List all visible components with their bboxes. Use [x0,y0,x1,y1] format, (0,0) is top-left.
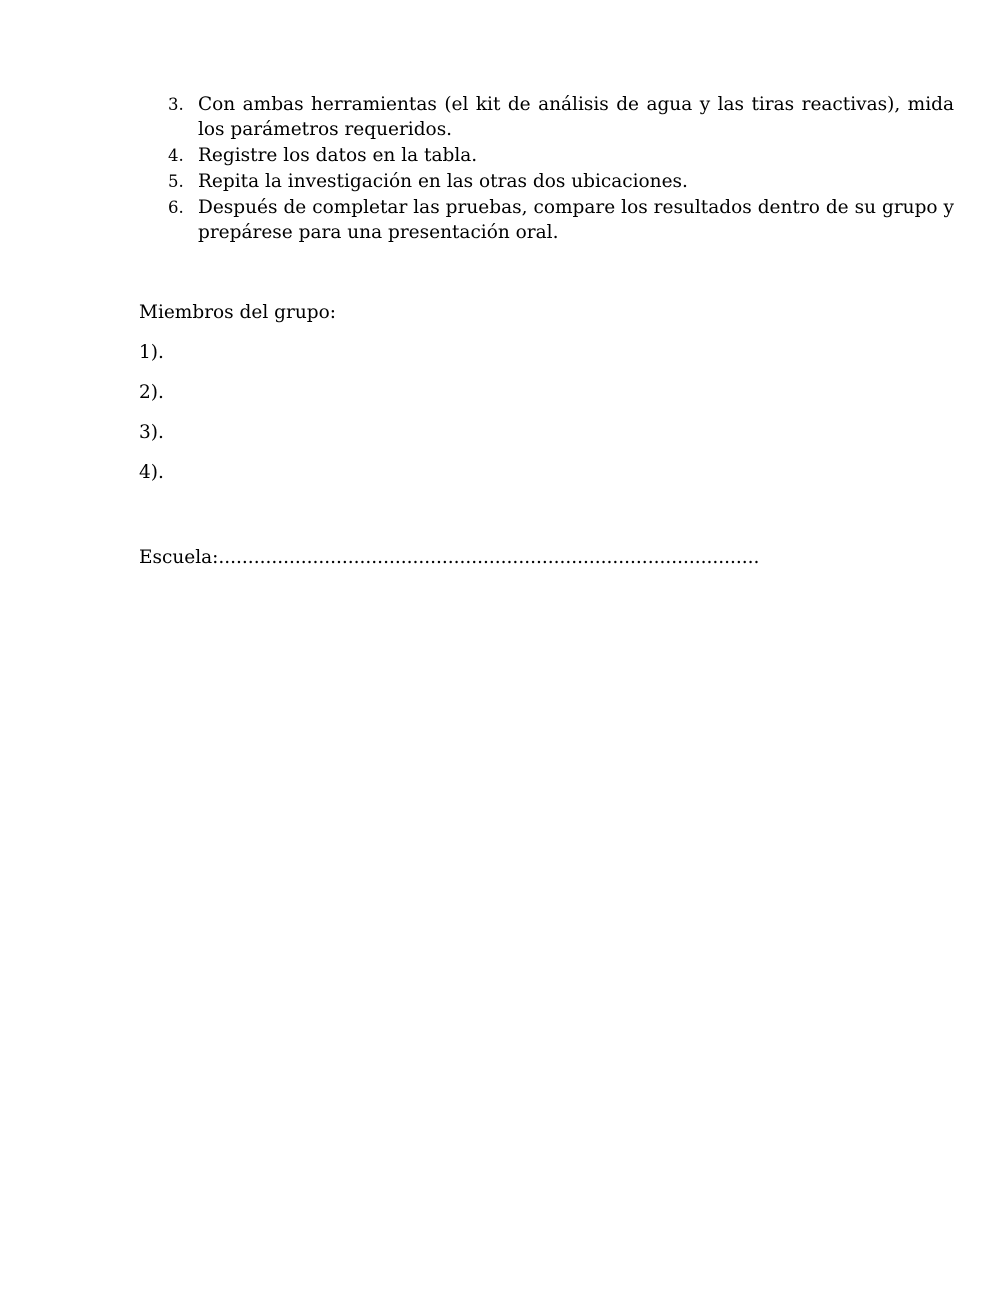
member-line-4: 4). [139,462,164,483]
step-text: Con ambas herramientas (el kit de análisis de agua y las tiras reactivas), mida los parámetros requeridos. [198,94,954,140]
instruction-step-6 [139,195,954,245]
step-text: Registre los datos en la tabla. [198,145,478,166]
member-line-1: 1). [139,342,164,363]
school-label: Escuela: [139,547,219,568]
group-members-title: Miembros del grupo: [139,302,336,323]
instruction-step-4 [139,143,954,168]
step-number: 4. [168,146,184,165]
member-line-3: 3). [139,422,164,443]
step-number: 5. [168,172,184,191]
school-field [139,545,759,570]
school-fill-dots: ............................................................................................ [218,547,760,568]
member-line-2: 2). [139,382,164,403]
step-text: Repita la investigación en las otras dos ubicaciones. [198,171,688,192]
instruction-step-3 [139,92,954,142]
step-number: 3. [168,95,184,114]
step-text: Después de completar las pruebas, compare los resultados dentro de su grupo y prepárese para una presentación oral. [198,197,954,243]
instruction-step-5 [139,169,954,194]
instruction-list [139,92,954,246]
step-number: 6. [168,198,184,217]
group-members-section [139,300,336,500]
